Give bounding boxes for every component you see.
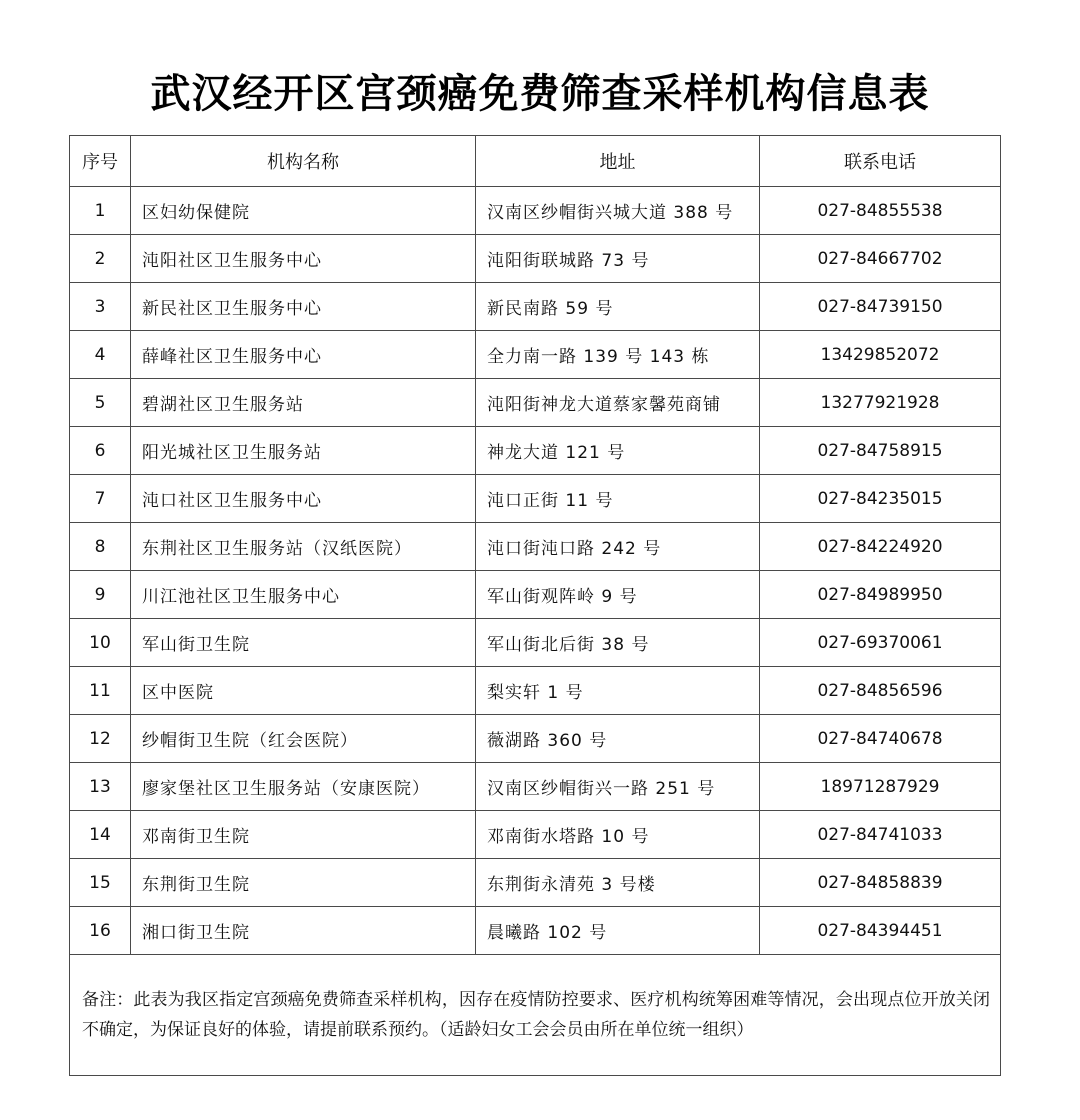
cell-no: 9	[70, 571, 131, 619]
cell-name: 阳光城社区卫生服务站	[131, 427, 476, 475]
table-row	[70, 379, 1001, 427]
cell-phone: 13277921928	[760, 379, 1001, 427]
cell-phone: 027-84741033	[760, 811, 1001, 859]
table-row	[70, 859, 1001, 907]
cell-address: 全力南一路 139 号 143 栋	[476, 331, 760, 379]
cell-address: 军山街北后街 38 号	[476, 619, 760, 667]
cell-phone: 027-84758915	[760, 427, 1001, 475]
cell-no: 13	[70, 763, 131, 811]
cell-address: 东荆街永清苑 3 号楼	[476, 859, 760, 907]
cell-no: 7	[70, 475, 131, 523]
cell-name: 沌口社区卫生服务中心	[131, 475, 476, 523]
cell-phone: 13429852072	[760, 331, 1001, 379]
table-row	[70, 811, 1001, 859]
table-row	[70, 571, 1001, 619]
cell-no: 16	[70, 907, 131, 955]
table-row	[70, 763, 1001, 811]
cell-no: 15	[70, 859, 131, 907]
cell-address: 邓南街水塔路 10 号	[476, 811, 760, 859]
cell-name: 邓南街卫生院	[131, 811, 476, 859]
cell-phone: 027-84739150	[760, 283, 1001, 331]
table-row	[70, 523, 1001, 571]
cell-address: 神龙大道 121 号	[476, 427, 760, 475]
cell-phone: 027-84394451	[760, 907, 1001, 955]
cell-phone: 027-69370061	[760, 619, 1001, 667]
cell-no: 8	[70, 523, 131, 571]
cell-name: 东荆街卫生院	[131, 859, 476, 907]
cell-address: 新民南路 59 号	[476, 283, 760, 331]
cell-phone: 027-84856596	[760, 667, 1001, 715]
cell-address: 汉南区纱帽街兴一路 251 号	[476, 763, 760, 811]
cell-no: 2	[70, 235, 131, 283]
table-row	[70, 475, 1001, 523]
cell-no: 1	[70, 187, 131, 235]
table-row	[70, 235, 1001, 283]
table-body	[70, 136, 1001, 1076]
cell-no: 12	[70, 715, 131, 763]
cell-phone: 027-84224920	[760, 523, 1001, 571]
cell-name: 区中医院	[131, 667, 476, 715]
cell-address: 薇湖路 360 号	[476, 715, 760, 763]
cell-name: 廖家堡社区卫生服务站（安康医院）	[131, 763, 476, 811]
cell-name: 川江池社区卫生服务中心	[131, 571, 476, 619]
cell-address: 沌阳街联城路 73 号	[476, 235, 760, 283]
cell-phone: 027-84235015	[760, 475, 1001, 523]
cell-address: 沌口正街 11 号	[476, 475, 760, 523]
header-no: 序号	[70, 136, 131, 187]
table-header-row	[70, 136, 1001, 187]
cell-address: 梨实轩 1 号	[476, 667, 760, 715]
table-row	[70, 283, 1001, 331]
cell-name: 东荆社区卫生服务站（汉纸医院）	[131, 523, 476, 571]
cell-name: 区妇幼保健院	[131, 187, 476, 235]
cell-name: 纱帽街卫生院（红会医院）	[131, 715, 476, 763]
cell-address: 晨曦路 102 号	[476, 907, 760, 955]
institution-table	[69, 135, 1001, 1076]
page-title: 武汉经开区宫颈癌免费筛查采样机构信息表	[150, 70, 930, 117]
cell-phone: 18971287929	[760, 763, 1001, 811]
table-row	[70, 619, 1001, 667]
cell-no: 14	[70, 811, 131, 859]
note-row	[70, 955, 1001, 1076]
header-address: 地址	[476, 136, 760, 187]
cell-no: 6	[70, 427, 131, 475]
cell-name: 湘口街卫生院	[131, 907, 476, 955]
table-note: 备注：此表为我区指定宫颈癌免费筛查采样机构，因存在疫情防控要求、医疗机构统筹困难等情况，会出现点位开放关闭不确定，为保证良好的体验，请提前联系预约。（适龄妇女工会会员由所在单位统一组织）	[70, 955, 1001, 1076]
cell-name: 新民社区卫生服务中心	[131, 283, 476, 331]
table-row	[70, 187, 1001, 235]
cell-address: 军山街观阵岭 9 号	[476, 571, 760, 619]
cell-name: 薛峰社区卫生服务中心	[131, 331, 476, 379]
cell-name: 沌阳社区卫生服务中心	[131, 235, 476, 283]
table-row	[70, 907, 1001, 955]
cell-address: 沌阳街神龙大道蔡家馨苑商铺	[476, 379, 760, 427]
cell-name: 碧湖社区卫生服务站	[131, 379, 476, 427]
cell-address: 汉南区纱帽街兴城大道 388 号	[476, 187, 760, 235]
cell-phone: 027-84858839	[760, 859, 1001, 907]
cell-phone: 027-84989950	[760, 571, 1001, 619]
cell-phone: 027-84855538	[760, 187, 1001, 235]
cell-no: 10	[70, 619, 131, 667]
cell-phone: 027-84740678	[760, 715, 1001, 763]
table-row	[70, 715, 1001, 763]
table-row	[70, 427, 1001, 475]
header-name: 机构名称	[131, 136, 476, 187]
header-phone: 联系电话	[760, 136, 1001, 187]
cell-no: 4	[70, 331, 131, 379]
cell-address: 沌口街沌口路 242 号	[476, 523, 760, 571]
cell-no: 11	[70, 667, 131, 715]
cell-name: 军山街卫生院	[131, 619, 476, 667]
table-row	[70, 667, 1001, 715]
cell-no: 5	[70, 379, 131, 427]
table-row	[70, 331, 1001, 379]
cell-no: 3	[70, 283, 131, 331]
cell-phone: 027-84667702	[760, 235, 1001, 283]
